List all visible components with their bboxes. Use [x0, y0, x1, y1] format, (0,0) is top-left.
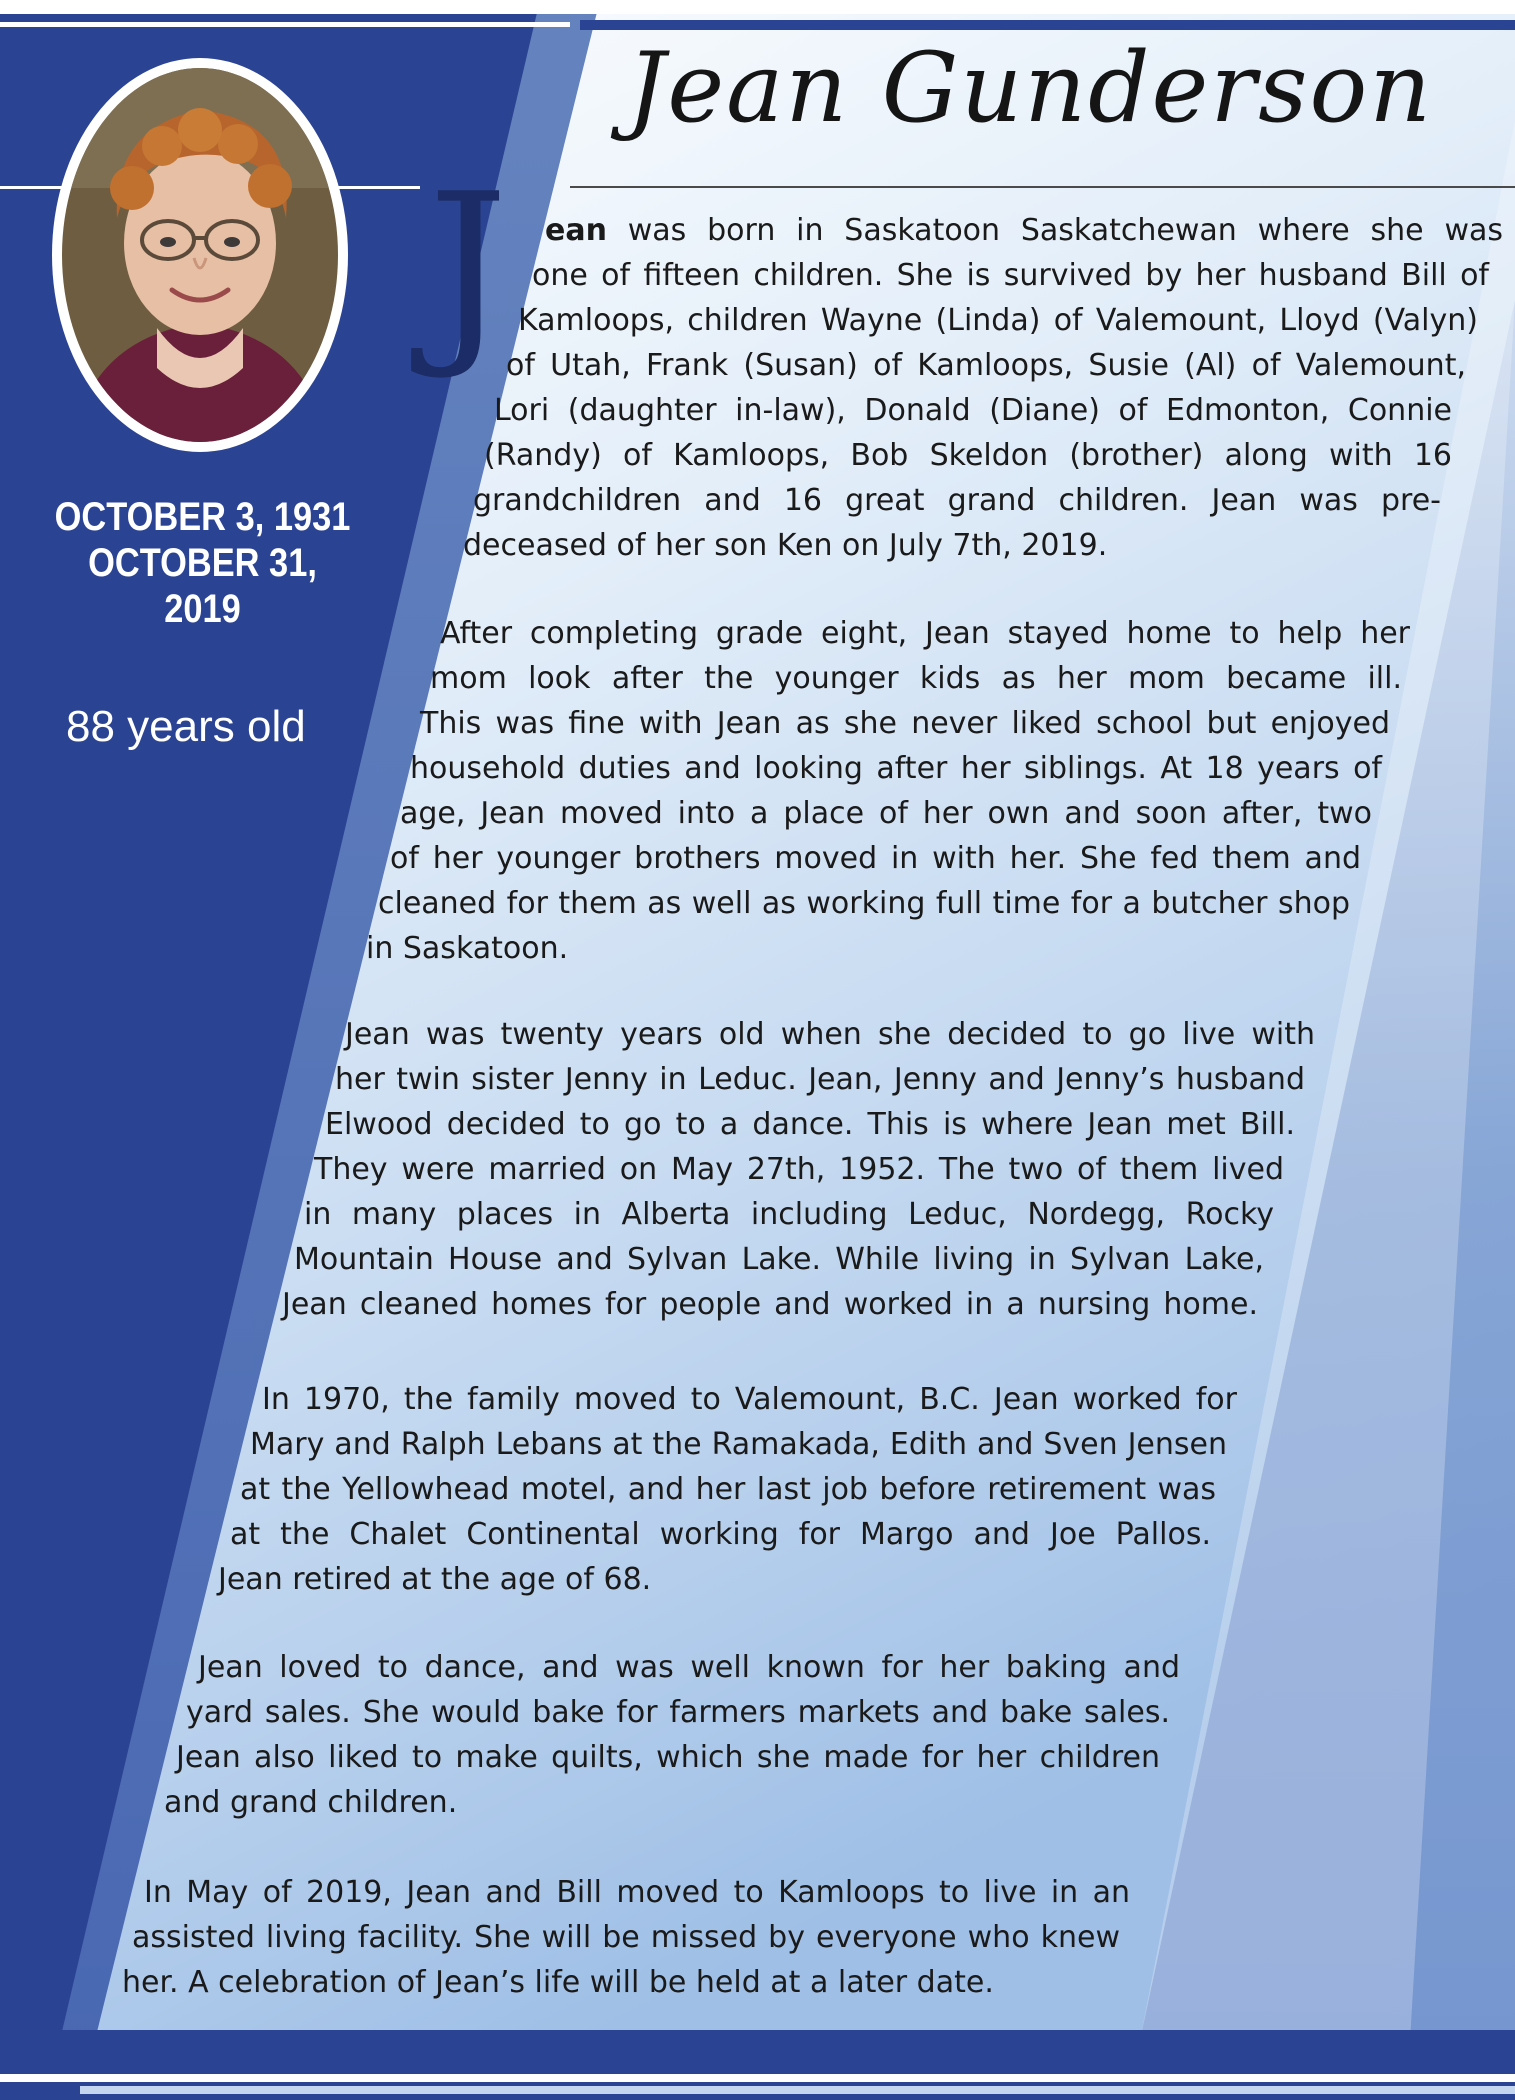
text-line-content: was born in Saskatoon Saskatchewan where she was: [627, 213, 1503, 248]
text-line: Jean loved to dance, and was well known for her baking and: [198, 1650, 1180, 1685]
text-line: This was fine with Jean as she never liked school but enjoyed: [420, 706, 1390, 741]
text-line: assisted living facility. She will be missed by everyone who knew: [132, 1920, 1120, 1955]
deceased-name: Jean Gunderson: [626, 32, 1434, 144]
text-line: Jean retired at the age of 68.: [218, 1562, 652, 1597]
text-line: of Utah, Frank (Susan) of Kamloops, Susie (Al) of Valemount,: [506, 348, 1466, 383]
age-text: 88 years old: [66, 702, 306, 751]
text-line: Mary and Ralph Lebans at the Ramakada, Edith and Sven Jensen: [250, 1427, 1227, 1462]
portrait-illustration: [62, 68, 338, 442]
text-line: Jean also liked to make quilts, which she made for her children: [176, 1740, 1160, 1775]
text-line: After completing grade eight, Jean stayed home to help her: [440, 616, 1410, 651]
text-line: household duties and looking after her siblings. At 18 years of: [410, 751, 1382, 786]
drop-cap-letter: J: [428, 151, 509, 384]
text-line: They were married on May 27th, 1952. The two of them lived: [314, 1152, 1284, 1187]
text-line: of her younger brothers moved in with her. She fed them and: [390, 841, 1361, 876]
portrait-photo: [62, 68, 338, 442]
life-dates: [54, 494, 351, 632]
text-line: yard sales. She would bake for farmers markets and bake sales.: [186, 1695, 1170, 1730]
birth-date: OCTOBER 3, 1931: [54, 495, 351, 539]
text-line: age, Jean moved into a place of her own and soon after, two: [400, 796, 1372, 831]
text-line: in many places in Alberta including Leduc, Nordegg, Rocky: [304, 1197, 1274, 1232]
first-word-bold: ean: [545, 213, 607, 248]
text-line: deceased of her son Ken on July 7th, 2019.: [463, 528, 1108, 563]
text-line: Elwood decided to go to a dance. This is where Jean met Bill.: [325, 1107, 1295, 1142]
text-line: mom look after the younger kids as her mom became ill.: [430, 661, 1402, 696]
text-line: in Saskatoon.: [366, 931, 569, 966]
text-line: at the Chalet Continental working for Margo and Joe Pallos.: [230, 1517, 1211, 1552]
text-line: her. A celebration of Jean’s life will be held at a later date.: [122, 1965, 994, 2000]
text-line: Kamloops, children Wayne (Linda) of Valemount, Lloyd (Valyn): [518, 303, 1478, 338]
text-line: cleaned for them as well as working full time for a butcher shop: [378, 886, 1350, 921]
death-date: OCTOBER 31, 2019: [88, 541, 317, 631]
text-line: and grand children.: [164, 1785, 458, 1820]
text-line: grandchildren and 16 great grand children. Jean was pre-: [473, 483, 1441, 518]
text-line: In 1970, the family moved to Valemount, B.C. Jean worked for: [262, 1382, 1237, 1417]
text-line: (Randy) of Kamloops, Bob Skeldon (brother) along with 16: [484, 438, 1452, 473]
text-line: one of fifteen children. She is survived by her husband Bill of: [532, 258, 1489, 293]
text-line: her twin sister Jenny in Leduc. Jean, Jenny and Jenny’s husband: [335, 1062, 1305, 1097]
text-line: at the Yellowhead motel, and her last job before retirement was: [240, 1472, 1216, 1507]
text-line: Mountain House and Sylvan Lake. While living in Sylvan Lake,: [294, 1242, 1264, 1277]
text-line: Jean cleaned homes for people and worked in a nursing home.: [282, 1287, 1258, 1322]
text-line: Jean was twenty years old when she decided to go live with: [345, 1017, 1315, 1052]
text-line: Lori (daughter in-law), Donald (Diane) of Edmonton, Connie: [494, 393, 1452, 428]
text-line: [545, 209, 1503, 253]
text-line: In May of 2019, Jean and Bill moved to Kamloops to live in an: [144, 1875, 1130, 1910]
